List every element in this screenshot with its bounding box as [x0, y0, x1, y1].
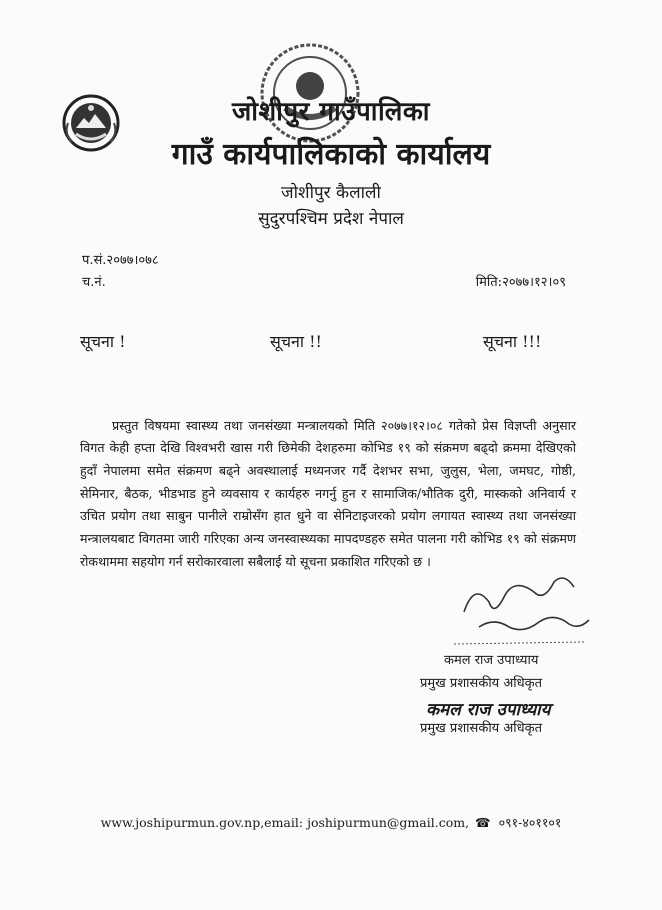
letter-date: मिति:२०७७।१२।०९: [475, 275, 566, 290]
dispatch-number: च.नं.: [82, 275, 106, 290]
phone-icon: ☎: [475, 815, 491, 830]
handwritten-signature: [444, 572, 594, 654]
notice-heading-2: सूचना !!: [270, 332, 322, 351]
province-name: सुदुरपश्चिम प्रदेश नेपाल: [258, 209, 404, 229]
office-location: जोशीपुर कैलाली: [281, 183, 381, 203]
fiscal-year: प.सं.२०७७।०७८: [82, 253, 159, 268]
notice-body: प्रस्तुत विषयमा स्वास्थ्य तथा जनसंख्या मन्त्रालयको मिति २०७७।१२।०८ गतेको प्रेस विज्ञप्ती अनुसार विगत केही हप्ता देखि विश्वभरी खास गरी छिमेकी देशहरुमा कोभिड १९ को संक्रमण बढ्दो क्रममा देखिएको हुदाँ नेपालमा समेत संक्रमण बढ्ने अवस्थालाई मध्यनजर गर्दै देशभर सभा, जुलुस, भेला, जमघट, गोष्ठी, सेमिनार, बैठक, भीडभाड हुने व्यवसाय र कार्यहरु नगर्नु हुन र सामाजिक/भौतिक दुरी, मास्कको अनिवार्य र उचित प्रयोग तथा साबुन पानीले राम्रोसँग हात धुने वा सेनिटाइजरको प्रयोग लगायत स्वास्थ्य तथा जनसंख्या मन्त्रालयबाट विगतमा जारी गरिएका अन्य जनस्वास्थ्यका मापदण्डहरु समेत पालना गरी कोभिड १९ को संक्रमण रोकथाममा सहयोग गर्न सरोकारवाला सबैलाई यो सूचना प्रकाशित गरिएको छ ।: [80, 417, 576, 569]
footer-phone: ०९१-४०११०१: [498, 815, 562, 830]
stamp-signatory-name: कमल राज उपाध्याय: [426, 700, 551, 720]
municipality-name: जोशीपुर गाउँपालिका: [231, 97, 431, 127]
notice-heading-1: सूचना !: [80, 332, 126, 351]
notice-heading-3: सूचना !!!: [483, 332, 542, 351]
footer-web-email: www.joshipurmun.gov.np,email: joshipurmun@gmail.com,: [100, 815, 470, 830]
signatory-name: कमल राज उपाध्याय: [444, 653, 539, 668]
office-name: गाउँ कार्यपालिकाको कार्यालय: [171, 137, 491, 172]
signatory-title: प्रमुख प्रशासकीय अधिकृत: [420, 676, 543, 691]
stamp-signatory-title: प्रमुख प्रशासकीय अधिकृत: [420, 721, 543, 736]
footer-contact: [0, 814, 662, 831]
